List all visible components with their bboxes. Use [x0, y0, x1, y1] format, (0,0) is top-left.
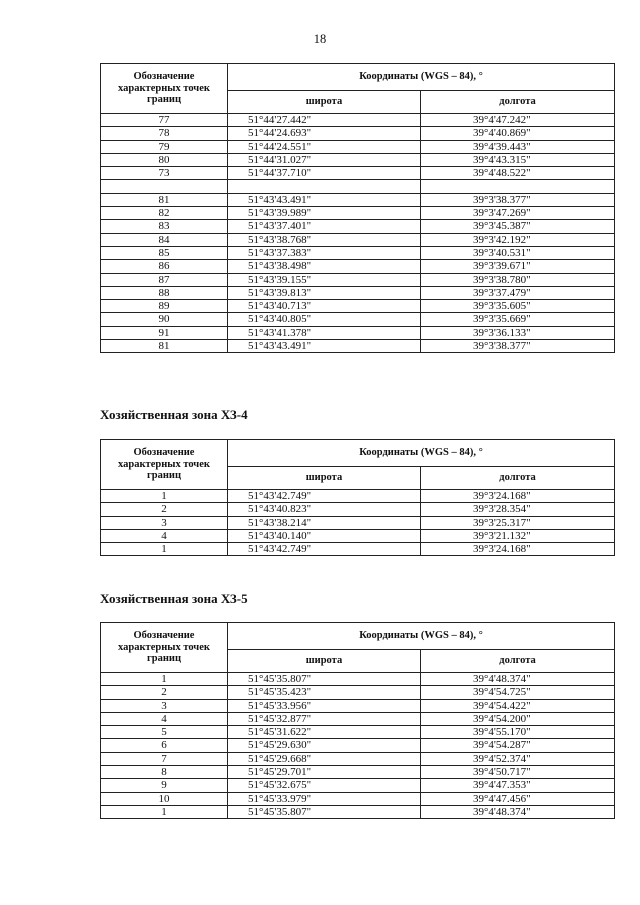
coordinates-table [100, 63, 615, 353]
point-number-cell: 82 [101, 207, 228, 220]
latitude-cell: 51°45'35.423" [228, 686, 421, 699]
longitude-cell: 39°3'38.377" [421, 193, 615, 206]
table-row [101, 127, 615, 140]
point-number-cell: 8 [101, 766, 228, 779]
point-number-cell: 1 [101, 490, 228, 503]
table-row [101, 300, 615, 313]
point-number-cell: 4 [101, 529, 228, 542]
table-row [101, 686, 615, 699]
longitude-cell: 39°4'54.287" [421, 739, 615, 752]
table-row [101, 286, 615, 299]
longitude-cell: 39°3'24.168" [421, 543, 615, 556]
longitude-cell: 39°4'55.170" [421, 726, 615, 739]
point-number-cell: 83 [101, 220, 228, 233]
longitude-cell: 39°3'47.269" [421, 207, 615, 220]
table-row [101, 167, 615, 180]
longitude-cell: 39°3'24.168" [421, 490, 615, 503]
latitude-cell: 51°43'40.140" [228, 529, 421, 542]
latitude-cell: 51°44'31.027" [228, 153, 421, 166]
latitude-cell: 51°45'29.668" [228, 752, 421, 765]
point-number-cell: 78 [101, 127, 228, 140]
point-number-cell: 4 [101, 712, 228, 725]
coordinates-table [100, 439, 615, 556]
longitude-cell: 39°4'39.443" [421, 140, 615, 153]
table-row [101, 153, 615, 166]
longitude-cell: 39°4'40.869" [421, 127, 615, 140]
latitude-cell: 51°45'31.622" [228, 726, 421, 739]
longitude-cell: 39°3'40.531" [421, 246, 615, 259]
latitude-cell: 51°45'33.956" [228, 699, 421, 712]
point-number-cell [101, 180, 228, 193]
coordinates-table [100, 622, 615, 819]
table-row [101, 739, 615, 752]
latitude-cell: 51°43'38.214" [228, 516, 421, 529]
point-number-cell: 73 [101, 167, 228, 180]
table-row [101, 220, 615, 233]
point-number-cell: 90 [101, 313, 228, 326]
table-row [101, 779, 615, 792]
point-number-cell: 85 [101, 246, 228, 259]
table-row [101, 712, 615, 725]
longitude-cell: 39°4'50.717" [421, 766, 615, 779]
point-column-header: Обозначение характерных точек границ [101, 440, 228, 490]
latitude-cell: 51°43'37.401" [228, 220, 421, 233]
zone-heading: Хозяйственная зона ХЗ-4 [100, 407, 248, 422]
latitude-cell: 51°43'41.378" [228, 326, 421, 339]
table-row [101, 766, 615, 779]
latitude-cell: 51°43'38.498" [228, 260, 421, 273]
table-row [101, 516, 615, 529]
point-number-cell: 7 [101, 752, 228, 765]
point-number-cell: 1 [101, 543, 228, 556]
latitude-cell [228, 180, 421, 193]
table-row [101, 792, 615, 805]
longitude-column-header: долгота [421, 91, 615, 114]
longitude-cell: 39°3'21.132" [421, 529, 615, 542]
longitude-cell: 39°4'47.456" [421, 792, 615, 805]
point-number-cell: 9 [101, 779, 228, 792]
table-row [101, 260, 615, 273]
longitude-cell: 39°3'35.605" [421, 300, 615, 313]
table-row [101, 273, 615, 286]
table-row [101, 673, 615, 686]
point-number-cell: 86 [101, 260, 228, 273]
table-row [101, 140, 615, 153]
table-row [101, 752, 615, 765]
point-number-cell: 1 [101, 673, 228, 686]
latitude-cell: 51°45'32.877" [228, 712, 421, 725]
latitude-cell: 51°43'38.768" [228, 233, 421, 246]
longitude-cell: 39°3'39.671" [421, 260, 615, 273]
longitude-cell: 39°4'48.374" [421, 805, 615, 818]
longitude-cell: 39°4'52.374" [421, 752, 615, 765]
longitude-column-header: долгота [421, 650, 615, 673]
coordinates-column-header: Координаты (WGS – 84), ° [228, 440, 615, 467]
longitude-cell: 39°3'37.479" [421, 286, 615, 299]
point-number-cell: 5 [101, 726, 228, 739]
latitude-cell: 51°44'24.551" [228, 140, 421, 153]
latitude-cell: 51°43'40.823" [228, 503, 421, 516]
table-row [101, 114, 615, 127]
longitude-cell: 39°3'36.133" [421, 326, 615, 339]
point-number-cell: 77 [101, 114, 228, 127]
latitude-cell: 51°45'35.807" [228, 673, 421, 686]
table-row [101, 326, 615, 339]
longitude-cell: 39°4'48.374" [421, 673, 615, 686]
latitude-column-header: широта [228, 467, 421, 490]
point-number-cell: 6 [101, 739, 228, 752]
latitude-cell: 51°45'29.701" [228, 766, 421, 779]
point-number-cell: 89 [101, 300, 228, 313]
point-number-cell: 10 [101, 792, 228, 805]
point-number-cell: 81 [101, 340, 228, 353]
longitude-cell: 39°4'47.242" [421, 114, 615, 127]
longitude-column-header: долгота [421, 467, 615, 490]
longitude-cell: 39°3'42.192" [421, 233, 615, 246]
point-number-cell: 2 [101, 686, 228, 699]
latitude-cell: 51°43'43.491" [228, 193, 421, 206]
latitude-cell: 51°43'39.989" [228, 207, 421, 220]
longitude-cell [421, 180, 615, 193]
table-row [101, 233, 615, 246]
longitude-cell: 39°3'28.354" [421, 503, 615, 516]
longitude-cell: 39°3'45.387" [421, 220, 615, 233]
point-column-header: Обозначение характерных точек границ [101, 64, 228, 114]
point-number-cell: 1 [101, 805, 228, 818]
latitude-cell: 51°45'32.675" [228, 779, 421, 792]
table-row [101, 340, 615, 353]
latitude-cell: 51°43'42.749" [228, 490, 421, 503]
table-row [101, 180, 615, 193]
latitude-cell: 51°43'42.749" [228, 543, 421, 556]
latitude-cell: 51°44'27.442" [228, 114, 421, 127]
longitude-cell: 39°4'54.200" [421, 712, 615, 725]
table-row [101, 207, 615, 220]
latitude-column-header: широта [228, 650, 421, 673]
table-row [101, 503, 615, 516]
table-row [101, 543, 615, 556]
coordinates-column-header: Координаты (WGS – 84), ° [228, 64, 615, 91]
point-number-cell: 81 [101, 193, 228, 206]
latitude-column-header: широта [228, 91, 421, 114]
latitude-cell: 51°43'37.383" [228, 246, 421, 259]
latitude-cell: 51°44'24.693" [228, 127, 421, 140]
latitude-cell: 51°43'40.805" [228, 313, 421, 326]
point-number-cell: 2 [101, 503, 228, 516]
longitude-cell: 39°4'47.353" [421, 779, 615, 792]
point-number-cell: 87 [101, 273, 228, 286]
latitude-cell: 51°43'39.813" [228, 286, 421, 299]
coordinates-column-header: Координаты (WGS – 84), ° [228, 623, 615, 650]
point-number-cell: 91 [101, 326, 228, 339]
point-number-cell: 3 [101, 699, 228, 712]
longitude-cell: 39°3'35.669" [421, 313, 615, 326]
table-row [101, 246, 615, 259]
point-number-cell: 84 [101, 233, 228, 246]
point-number-cell: 79 [101, 140, 228, 153]
point-number-cell: 88 [101, 286, 228, 299]
longitude-cell: 39°4'54.725" [421, 686, 615, 699]
point-number-cell: 80 [101, 153, 228, 166]
table-row [101, 193, 615, 206]
table-row [101, 699, 615, 712]
table-row [101, 529, 615, 542]
longitude-cell: 39°4'48.522" [421, 167, 615, 180]
point-column-header: Обозначение характерных точек границ [101, 623, 228, 673]
longitude-cell: 39°4'54.422" [421, 699, 615, 712]
latitude-cell: 51°43'39.155" [228, 273, 421, 286]
point-number-cell: 3 [101, 516, 228, 529]
latitude-cell: 51°44'37.710" [228, 167, 421, 180]
page-number: 18 [313, 32, 327, 46]
table-row [101, 313, 615, 326]
latitude-cell: 51°45'29.630" [228, 739, 421, 752]
table-row [101, 726, 615, 739]
longitude-cell: 39°3'38.377" [421, 340, 615, 353]
longitude-cell: 39°3'25.317" [421, 516, 615, 529]
longitude-cell: 39°4'43.315" [421, 153, 615, 166]
longitude-cell: 39°3'38.780" [421, 273, 615, 286]
table-row [101, 490, 615, 503]
zone-heading: Хозяйственная зона ХЗ-5 [100, 591, 248, 606]
latitude-cell: 51°43'40.713" [228, 300, 421, 313]
latitude-cell: 51°43'43.491" [228, 340, 421, 353]
latitude-cell: 51°45'33.979" [228, 792, 421, 805]
latitude-cell: 51°45'35.807" [228, 805, 421, 818]
table-row [101, 805, 615, 818]
